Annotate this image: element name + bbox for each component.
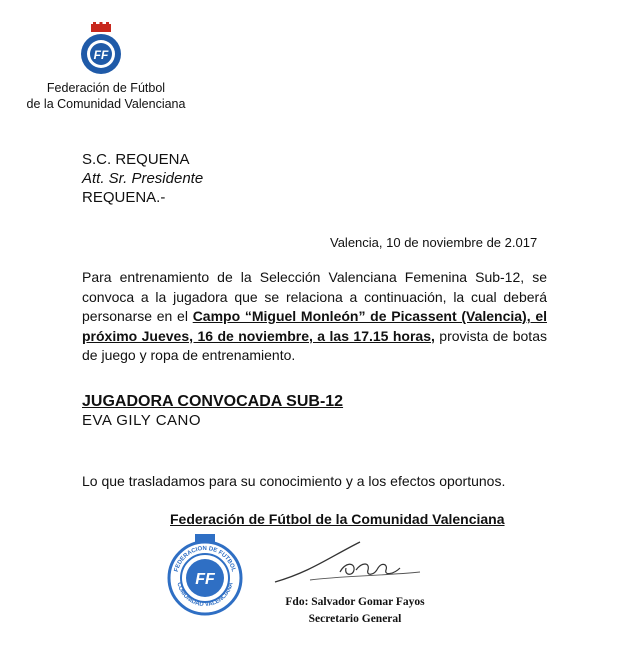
- handwritten-signature: [270, 532, 430, 592]
- body-part1: Para entrenamiento de la Selección Valenciana Femenina Sub-12, se convoca a la jugadora que se relaciona a continuación, la cual deberá personarse en el: [82, 269, 547, 324]
- header-org-name: [21, 80, 191, 112]
- recipient-club: S.C. REQUENA: [82, 151, 190, 168]
- squad-player: EVA GILY CANO: [82, 412, 202, 429]
- svg-text:COMUNIDAD VALENCIANA: COMUNIDAD VALENCIANA: [175, 581, 235, 609]
- federation-crest-icon: [79, 22, 123, 78]
- svg-text:FF: FF: [93, 48, 109, 62]
- recipient-attention: Att. Sr. Presidente: [82, 170, 204, 187]
- signer-name: Fdo: Salvador Gomar Fayos: [285, 596, 425, 608]
- svg-text:FEDERACION DE FUTBOL: FEDERACION DE FUTBOL: [173, 545, 237, 573]
- recipient-block: [82, 150, 203, 207]
- body-part2: provista de botas de juego y ropa de entrenamiento.: [82, 327, 547, 363]
- date-line: Valencia, 10 de noviembre de 2.017: [330, 235, 538, 250]
- header-org-line1: Federación de Fútbol: [46, 81, 166, 95]
- header-org-line2: de la Comunidad Valenciana: [26, 97, 186, 111]
- federation-seal-stamp: [165, 532, 245, 618]
- closing-sentence: Lo que trasladamos para su conocimiento y a los efectos oportunos.: [82, 473, 506, 489]
- signer-role: Secretario General: [308, 613, 402, 625]
- body-paragraph: [82, 268, 547, 366]
- squad-title: JUGADORA CONVOCADA SUB-12: [82, 393, 344, 410]
- recipient-city: REQUENA.-: [82, 189, 166, 206]
- body-emphasis: Campo “Miguel Monleón” de Picassent (Valencia), el próximo Jueves, 16 de noviembre, a las 17.15 horas,: [82, 308, 547, 344]
- signature-federation: Federación de Fútbol de la Comunidad Valenciana: [170, 511, 505, 527]
- svg-text:FF: FF: [195, 571, 215, 588]
- signer-block: [255, 594, 455, 628]
